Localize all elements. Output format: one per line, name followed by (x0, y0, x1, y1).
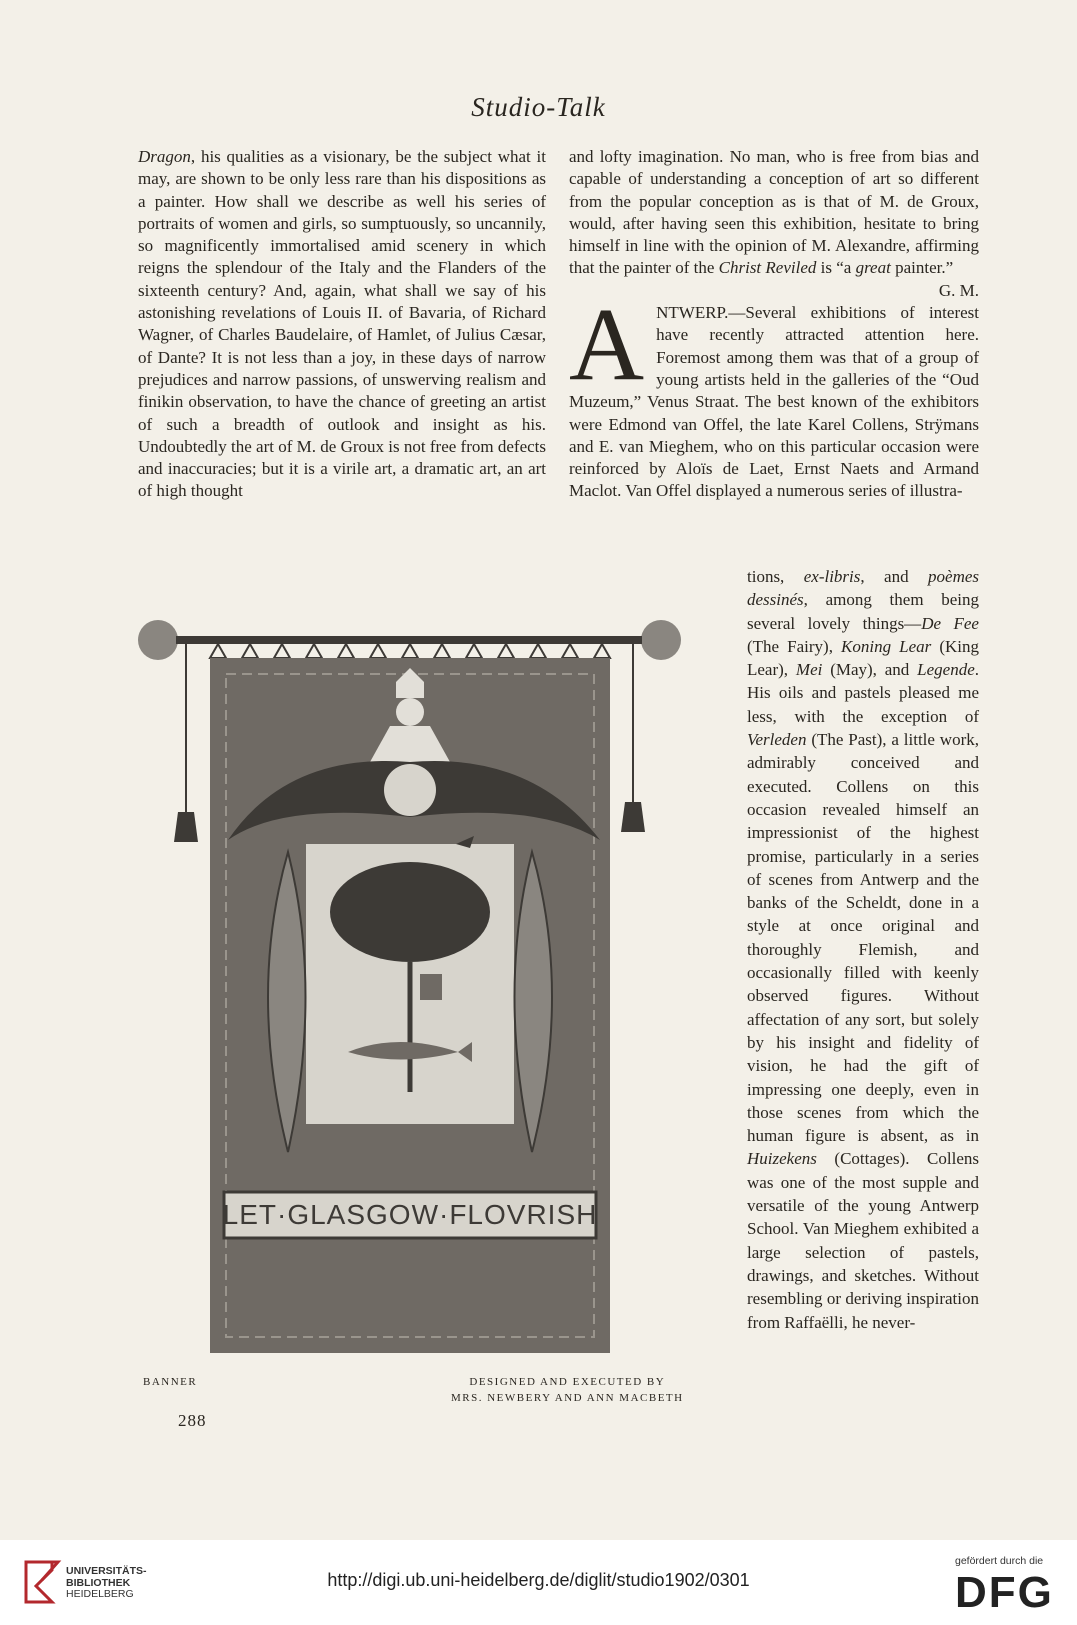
hanging-rod (176, 636, 642, 644)
tassel-right (621, 802, 645, 832)
knight-helmet (384, 764, 436, 816)
italic-title: Christ Reviled (718, 258, 817, 278)
page-number: 288 (178, 1411, 207, 1430)
narrow-column-paragraph: tions, ex-libris, and poèmes dessinés, among them being several lovely things—De Fee (The Fairy), Koning Lear (King Lear), Mei (May), and Legende. His oils and pastels pleased me less, with the exception of Verleden (The Past), a little work, admirably conceived and executed. Collens on this occasion revealed himself an impressionist of the highest promise, particularly in a series of scenes from Antwerp and the banks of the Scheldt, done in a style at once original and thoroughly Flemish, and occasionally filled with keenly observed figures. Without affectation of any sort, but solely by his insight and fidelity of vision, he had the gift of impressing one deeply, even in those scenes from which the human figure is absent, as in Huizekens (Cottages). Collens was one of the most supple and versatile of the young Antwerp School. Van Mieghem exhibited a large selection of pastels, drawings, and sketches. Without resembling or deriving inspiration from Raffaëlli, he never- (747, 567, 980, 1332)
caption-title: BANNER (143, 1376, 198, 1388)
caption-credit-line-1: DESIGNED AND EXECUTED BY (469, 1376, 666, 1388)
paragraph-text: , his qualities as a visionary, be the subject what it may, are shown to be only less rare than his dispositions as a painter. How shall we describe as well his series of portraits of women and girls, so sumptuously, so uncannily, so magnificently immortalised amid scenery in which reigns the splendour of the Italy and the Flanders of the sixteenth century? And, again, what shall we say of his astonishing revelations of Louis II. of Bavaria, of Richard Wagner, of Charles Baudelaire, of Hamlet, of Julius Cæsar, of Dante? It is not less than a joy, in these days of narrow prejudices and narrow passions, of unswerving realism and finikin observation, to have the chance of greeting an artist of such a breadth of outlook and insight as his. Undoubtedly the art of M. de Groux is not free from defects and inaccuracies; but it is a virile art, a dramatic art, an art of high thought (138, 147, 546, 501)
banner-motto: LET·GLASGOW·FLOVRISH (222, 1199, 598, 1230)
right-column (569, 146, 979, 503)
rod-finial-right (641, 620, 681, 660)
paragraph-text: NTWERP.—Several exhibitions of interest have recently attracted attention here. Foremost among them was that of a group of young artists held in the galleries of the “Oud Muzeum,” Venus Straat. The best known of the exhibitors were Edmond van Offel, the late Karel Collens, Strÿmans and E. van Mieghem, who on this particular occasion were reinforced by Aloïs de Laet, Ernst Naets and Armand Maclot. Van Offel displayed a numerous series of illustra- (569, 303, 979, 501)
dfg-logo: DFG (955, 1568, 1054, 1617)
right-column-paragraph-1: and lofty imagination. No man, who is free from bias and capable of understanding a conception of art so different from the popular conception as is that of M. de Groux, would, after having seen this exhibition, hesitate to bring himself in line with the opinion of M. Alexandre, affirming that the painter of the Christ Reviled is “a great painter.” (569, 147, 979, 278)
tree-canopy (330, 862, 490, 962)
italic-title: Dragon (138, 147, 191, 166)
drop-cap: A (569, 287, 645, 403)
caption-credit-line-2: MRS. NEWBERY AND ANN MACBETH (451, 1392, 684, 1404)
narrow-column (747, 565, 979, 1334)
source-url-link[interactable]: http://digi.ub.uni-heidelberg.de/diglit/studio1902/0301 (327, 1570, 750, 1590)
italic-word: great (855, 258, 891, 278)
left-column (138, 146, 546, 503)
banner-illustration (138, 612, 698, 1362)
library-name: UNIVERSITÄTS- BIBLIOTHEK HEIDELBERG (66, 1565, 147, 1600)
running-head: Studio-Talk (471, 92, 606, 122)
signature: G. M. (938, 280, 979, 300)
rod-finial-left (138, 620, 178, 660)
caption-credit (451, 1374, 684, 1406)
left-column-paragraph (138, 146, 546, 503)
funding-note: gefördert durch die (955, 1555, 1044, 1567)
hanging-loops (210, 644, 610, 658)
tassel-left (174, 812, 198, 842)
figure-head (396, 698, 424, 726)
hanging-bell (420, 974, 442, 1000)
